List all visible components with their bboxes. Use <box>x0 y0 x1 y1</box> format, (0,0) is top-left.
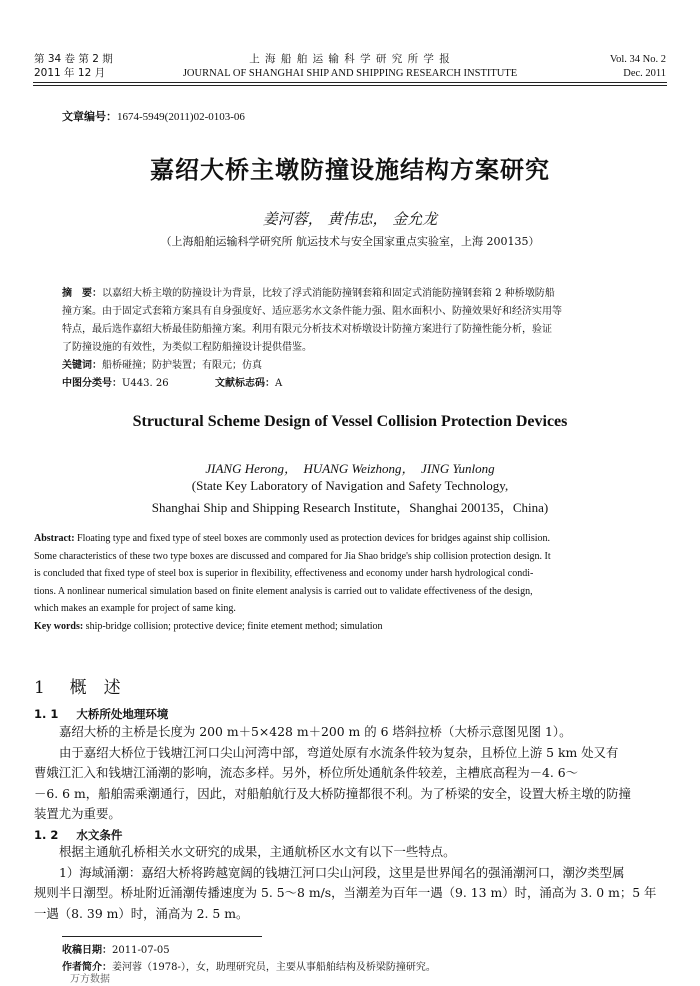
article-number-value: 1674-5949(2011)02-0103-06 <box>117 111 245 123</box>
abstract-cn-line: 特点，最后选作嘉绍大桥最佳防船撞方案。利用有限元分析技术对桥墩设计防撞方案进行了防撞性能分析，验证 <box>62 324 552 335</box>
author-bio: 姜河蓉（1978-），女，助理研究员，主要从事船舶结构及桥梁防撞研究。 <box>112 962 436 973</box>
journal-name-en: JOURNAL OF SHANGHAI SHIP AND SHIPPING RESEARCH INSTITUTE <box>182 68 518 79</box>
classification-label: 中图分类号： <box>62 378 122 389</box>
affiliation-cn: （上海船舶运输科学研究所 航运技术与安全国家重点实验室，上海 200135） <box>160 235 540 248</box>
authors-cn: 姜河蓉， 黄伟忠， 金允龙 <box>262 210 438 228</box>
affiliation-en-2: Shanghai Ship and Shipping Research Institute，Shanghai 200135，China) <box>151 500 549 515</box>
section-title: 概 述 <box>69 678 121 698</box>
bio-label: 作者简介： <box>62 962 112 973</box>
keywords-cn-value: 船桥碰撞；防护装置；有限元；仿真 <box>102 360 262 371</box>
abstract-en <box>34 530 666 635</box>
subsection-title: 大桥所处地理环境 <box>76 707 169 721</box>
abstract-cn-line: 撞方案。由于固定式套箱方案具有自身强度好、适应恶劣水文条件能力强、阻水面积小、防撞效果好和经济实用等 <box>62 306 562 317</box>
paragraph-line: 嘉绍大桥的主桥是长度为 200 m＋5×428 m＋200 m 的 6 塔斜拉桥（大桥示意图见图 1）。 <box>59 724 572 739</box>
volume-issue-en: Vol. 34 No. 2 <box>609 54 666 65</box>
paragraph-line: 1）海域涌潮：嘉绍大桥将跨越宽阔的钱塘江河口尖山河段，这里是世界闻名的强涌潮河口，潮汐类型属 <box>59 864 625 880</box>
classification-value: U443. 26 <box>122 378 169 389</box>
article-number <box>62 108 245 124</box>
abstract-cn <box>62 285 642 393</box>
received-date: 2011-07-05 <box>112 945 170 956</box>
section-heading <box>34 673 121 698</box>
abstract-cn-line: 以嘉绍大桥主墩的防撞设计为背景，比较了浮式消能防撞钢套箱和固定式消能防撞钢套箱 2 种桥墩防船 <box>102 288 555 299</box>
paragraph-line: 装置尤为重要。 <box>34 806 121 821</box>
subsection-heading <box>34 706 168 722</box>
abstract-cn-line: 了防撞设施的有效性，为类似工程防船撞设计提供借鉴。 <box>62 342 312 353</box>
subsection-number: 1. 2 <box>34 828 59 842</box>
watermark: 万方数据 <box>70 974 110 985</box>
paragraph-line: －6. 6 m，船舶需乘潮通行，因此，对船舶航行及大桥防撞都很不利。为了桥梁的安全，设置大桥主墩的防撞 <box>34 785 631 801</box>
section-number: 1 <box>34 678 45 698</box>
affiliation-en-1: (State Key Laboratory of Navigation and Safety Technology, <box>191 478 509 493</box>
title-en: Structural Scheme Design of Vessel Collision Protection Devices <box>132 413 568 430</box>
journal-name-cn: 上 海 船 舶 运 输 科 学 研 究 所 学 报 <box>249 53 451 65</box>
doc-code-value: A <box>274 378 283 389</box>
header-rule-top <box>33 82 667 83</box>
subsection-title: 水文条件 <box>76 828 123 842</box>
paragraph-line: 规则半日潮型。桥址附近涌潮传播速度为 5. 5～8 m/s，当潮差为百年一遇（9. 13 m）时，涌高为 3. 0 m；5 年 <box>34 885 657 900</box>
authors-en: JIANG Herong， HUANG Weizhong， JING Yunlong <box>205 461 495 476</box>
body-text <box>34 842 668 924</box>
body-text <box>34 722 668 825</box>
footnote-rule <box>62 936 262 937</box>
abstract-en-line: is concluded that fixed type of steel box is superior in flexibility, effectiveness and economy under harsh hydrological condi- <box>34 568 534 579</box>
received-label: 收稿日期： <box>62 945 112 956</box>
header-rule-bottom <box>33 85 667 86</box>
subsection-heading <box>34 827 122 843</box>
abstract-en-line: tions. A nonlinear numerical simulation based on finite element analysis is carried out to validate effectiveness of the design, <box>34 585 533 597</box>
keywords-cn-label: 关键词： <box>62 360 102 371</box>
paragraph-line: 根据主通航孔桥相关水文研究的成果，主通航桥区水文有以下一些特点。 <box>59 844 456 859</box>
article-number-label: 文章编号： <box>62 110 117 123</box>
subsection-number: 1. 1 <box>34 707 59 721</box>
paragraph-line: 曹娥江汇入和钱塘江涌潮的影响，流态多样。另外，桥位所处通航条件较差，主槽底高程为－4. 6～ <box>34 765 579 780</box>
date-en: Dec. 2011 <box>623 68 666 79</box>
paragraph-line: 由于嘉绍大桥位于钱塘江河口尖山河湾中部，弯道处原有水流条件较为复杂，且桥位上游 5 km 处又有 <box>59 744 619 760</box>
abstract-en-line: Floating type and fixed type of steel boxes are commonly used as protection devices for bridges against ship collision. <box>74 533 550 544</box>
abstract-en-label: Abstract: <box>34 533 75 544</box>
abstract-cn-label: 摘 要： <box>62 288 102 299</box>
title-cn: 嘉绍大桥主墩防撞设施结构方案研究 <box>150 156 550 184</box>
abstract-en-line: Some characteristics of these two type boxes are discussed and compared for Jia Shao bridge's ship collision protection design. It <box>34 550 551 562</box>
footnote <box>62 942 436 976</box>
date-cn: 2011 年 12 月 <box>34 67 106 79</box>
volume-issue-cn: 第 34 卷 第 2 期 <box>34 53 113 65</box>
keywords-en-value: ship-bridge collision; protective device; finite etement method; simulation <box>83 620 383 632</box>
keywords-en-label: Key words: <box>34 620 84 632</box>
paragraph-line: 一遇（8. 39 m）时，涌高为 2. 5 m。 <box>34 905 249 921</box>
doc-code-label: 文献标志码： <box>214 378 275 389</box>
abstract-en-line: which makes an example for project of same king. <box>34 603 236 614</box>
